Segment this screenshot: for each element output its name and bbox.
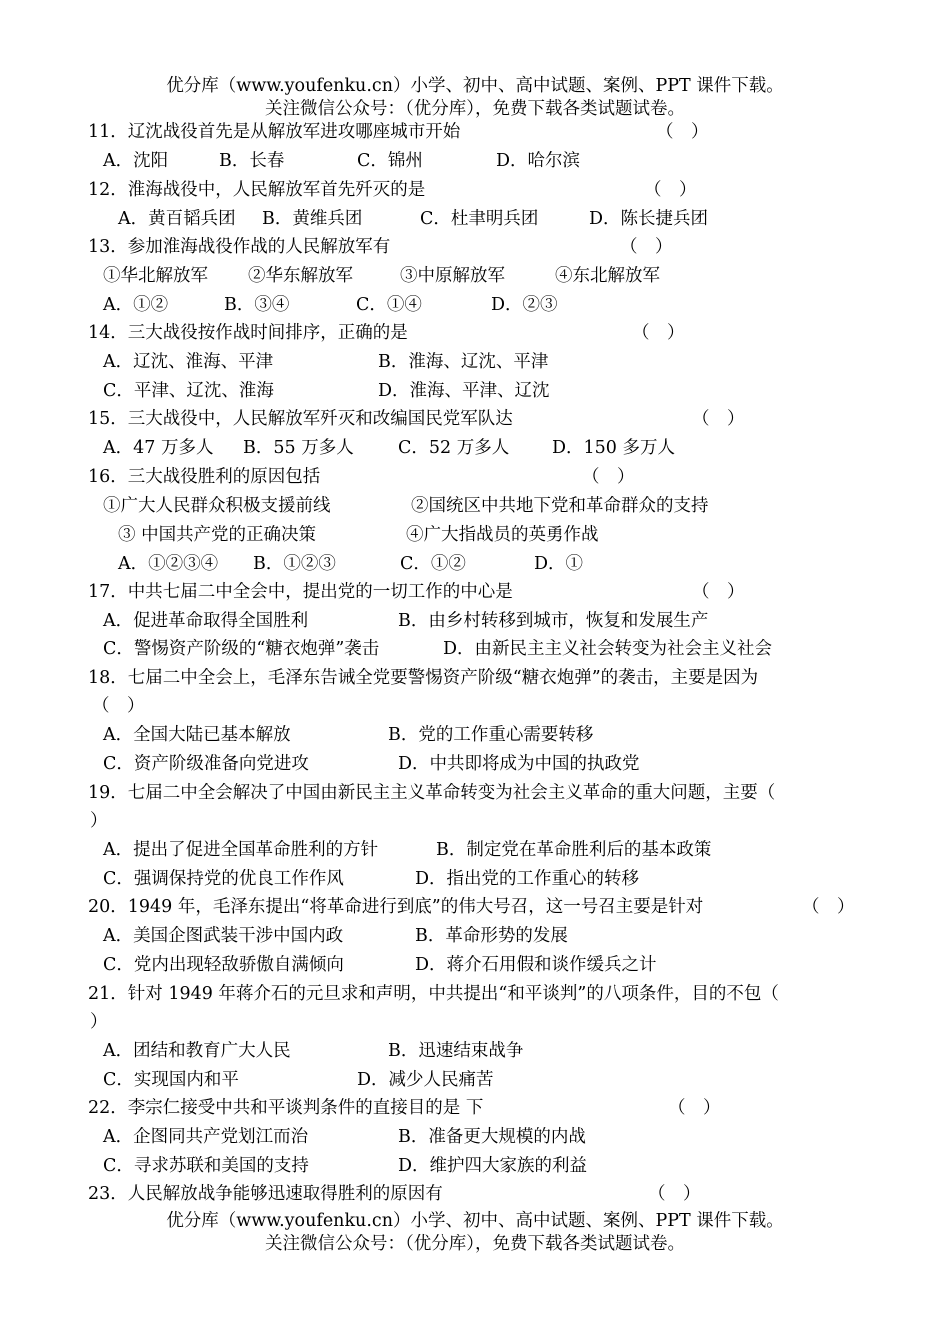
question-13-item-4: ④东北解放军 — [555, 266, 660, 286]
question-13-option-c: C．①④ — [356, 295, 422, 315]
question-23-stem: 23．人民解放战争能够迅速取得胜利的原因有 — [88, 1184, 443, 1204]
question-16-option-b: B．①②③ — [253, 554, 336, 574]
question-13-option-d: D．②③ — [491, 295, 558, 315]
footer-line-2: 关注微信公众号：（优分库），免费下载各类试题试卷。 — [265, 1234, 685, 1254]
question-17-option-a: A．促进革命取得全国胜利 — [103, 611, 309, 631]
question-21-option-b: B．迅速结束战争 — [388, 1041, 524, 1061]
question-20-answer-blank: （ ） — [802, 897, 855, 917]
question-11-option-d: D．哈尔滨 — [496, 151, 581, 171]
question-12-option-c: C．杜聿明兵团 — [420, 209, 539, 229]
question-22-option-d: D．维护四大家族的利益 — [398, 1156, 588, 1176]
header-line-1: 优分库（www.youfenku.cn）小学、初中、高中试题、案例、PPT 课件下载。 — [166, 76, 784, 96]
question-18-option-c: C．资产阶级准备向党进攻 — [103, 754, 309, 774]
question-17-option-c: C．警惕资产阶级的“糖衣炮弹”袭击 — [103, 639, 380, 659]
question-21-option-a: A．团结和教育广大人民 — [103, 1041, 291, 1061]
question-17-answer-blank: （ ） — [692, 582, 745, 602]
question-13-stem: 13．参加淮海战役作战的人民解放军有 — [88, 237, 391, 257]
question-22-option-a: A．企图同共产党划江而治 — [103, 1127, 309, 1147]
question-14-option-c: C．平津、辽沈、淮海 — [103, 381, 274, 401]
question-13-item-1: ①华北解放军 — [103, 266, 208, 286]
question-12-option-b: B．黄维兵团 — [262, 209, 363, 229]
question-12-option-a: A．黄百韬兵团 — [118, 209, 236, 229]
question-13-answer-blank: （ ） — [620, 237, 673, 257]
question-20-stem: 20．1949 年，毛泽东提出“将革命进行到底”的伟大号召，这一号召主要是针对 — [88, 897, 704, 917]
question-11-answer-blank: （ ） — [656, 122, 709, 142]
question-16-option-a: A．①②③④ — [118, 554, 219, 574]
question-18-answer-blank: （ ） — [92, 696, 145, 716]
question-14-stem: 14．三大战役按作战时间排序，正确的是 — [88, 323, 408, 343]
question-16-item-4: ④广大指战员的英勇作战 — [406, 525, 599, 545]
question-22-option-c: C．寻求苏联和美国的支持 — [103, 1156, 309, 1176]
question-20-option-a: A．美国企图武装干涉中国内政 — [103, 926, 344, 946]
question-12-answer-blank: （ ） — [644, 180, 697, 200]
question-16-item-2: ②国统区中共地下党和革命群众的支持 — [411, 496, 709, 516]
question-21-stem: 21．针对 1949 年蒋介石的元旦求和声明，中共提出“和平谈判”的八项条件，目的不包（ — [88, 984, 779, 1004]
question-18-stem: 18．七届二中全会上，毛泽东告诫全党要警惕资产阶级“糖衣炮弹”的袭击，主要是因为 — [88, 668, 759, 688]
question-15-option-d: D．150 多万人 — [552, 438, 675, 458]
question-19-option-b: B．制定党在革命胜利后的基本政策 — [436, 840, 712, 860]
question-15-answer-blank: （ ） — [692, 409, 745, 429]
question-22-answer-blank: （ ） — [668, 1098, 721, 1118]
footer-line-1: 优分库（www.youfenku.cn）小学、初中、高中试题、案例、PPT 课件下载。 — [166, 1211, 784, 1231]
question-17-stem: 17．中共七届二中全会中，提出党的一切工作的中心是 — [88, 582, 513, 602]
question-14-answer-blank: （ ） — [632, 323, 685, 343]
question-11-option-c: C．锦州 — [357, 151, 423, 171]
question-18-option-b: B．党的工作重心需要转移 — [388, 725, 594, 745]
question-13-item-2: ②华东解放军 — [248, 266, 353, 286]
question-22-stem: 22．李宗仁接受中共和平谈判条件的直接目的是 下 — [88, 1098, 484, 1118]
question-14-option-a: A．辽沈、淮海、平津 — [103, 352, 274, 372]
question-17-option-b: B．由乡村转移到城市，恢复和发展生产 — [398, 611, 709, 631]
question-20-option-c: C．党内出现轻敌骄傲自满倾向 — [103, 955, 344, 975]
question-12-option-d: D．陈长捷兵团 — [589, 209, 709, 229]
question-20-option-b: B．革命形势的发展 — [415, 926, 568, 946]
question-16-option-c: C．①② — [400, 554, 466, 574]
question-16-answer-blank: （ ） — [582, 467, 635, 487]
question-15-stem: 15．三大战役中，人民解放军歼灭和改编国民党军队达 — [88, 409, 513, 429]
question-16-stem: 16．三大战役胜利的原因包括 — [88, 467, 321, 487]
question-19-option-c: C．强调保持党的优良工作作风 — [103, 869, 344, 889]
question-11-stem: 11．辽沈战役首先是从解放军进攻哪座城市开始 — [88, 122, 461, 142]
question-15-option-b: B．55 万多人 — [243, 438, 354, 458]
question-12-stem: 12．淮海战役中，人民解放军首先歼灭的是 — [88, 180, 426, 200]
question-19-option-a: A．提出了促进全国革命胜利的方针 — [103, 840, 379, 860]
question-22-option-b: B．准备更大规模的内战 — [398, 1127, 586, 1147]
header-line-2: 关注微信公众号：（优分库），免费下载各类试题试卷。 — [265, 99, 685, 119]
question-13-item-3: ③中原解放军 — [400, 266, 505, 286]
question-21-option-c: C．实现国内和平 — [103, 1070, 239, 1090]
question-15-option-a: A．47 万多人 — [103, 438, 214, 458]
question-19-stem: 19．七届二中全会解决了中国由新民主主义革命转变为社会主义革命的重大问题，主要（ — [88, 783, 776, 803]
question-23-answer-blank: （ ） — [648, 1184, 701, 1204]
question-19-option-d: D．指出党的工作重心的转移 — [415, 869, 640, 889]
question-11-option-b: B．长春 — [219, 151, 285, 171]
question-13-option-a: A．①② — [103, 295, 169, 315]
question-21-option-d: D．减少人民痛苦 — [357, 1070, 494, 1090]
question-16-item-3: ③ 中国共产党的正确决策 — [118, 525, 317, 545]
question-18-option-a: A．全国大陆已基本解放 — [103, 725, 291, 745]
question-19-stem-end: ） — [90, 811, 108, 831]
question-13-option-b: B．③④ — [224, 295, 290, 315]
question-15-option-c: C．52 万多人 — [398, 438, 510, 458]
question-16-item-1: ①广大人民群众积极支援前线 — [103, 496, 331, 516]
question-14-option-b: B．淮海、辽沈、平津 — [378, 352, 549, 372]
question-20-option-d: D．蒋介石用假和谈作缓兵之计 — [415, 955, 657, 975]
question-17-option-d: D．由新民主主义社会转变为社会主义社会 — [443, 639, 773, 659]
question-21-stem-end: ） — [90, 1012, 108, 1032]
question-16-option-d: D．① — [534, 554, 584, 574]
question-11-option-a: A．沈阳 — [103, 151, 169, 171]
question-18-option-d: D．中共即将成为中国的执政党 — [398, 754, 640, 774]
question-14-option-d: D．淮海、平津、辽沈 — [378, 381, 550, 401]
